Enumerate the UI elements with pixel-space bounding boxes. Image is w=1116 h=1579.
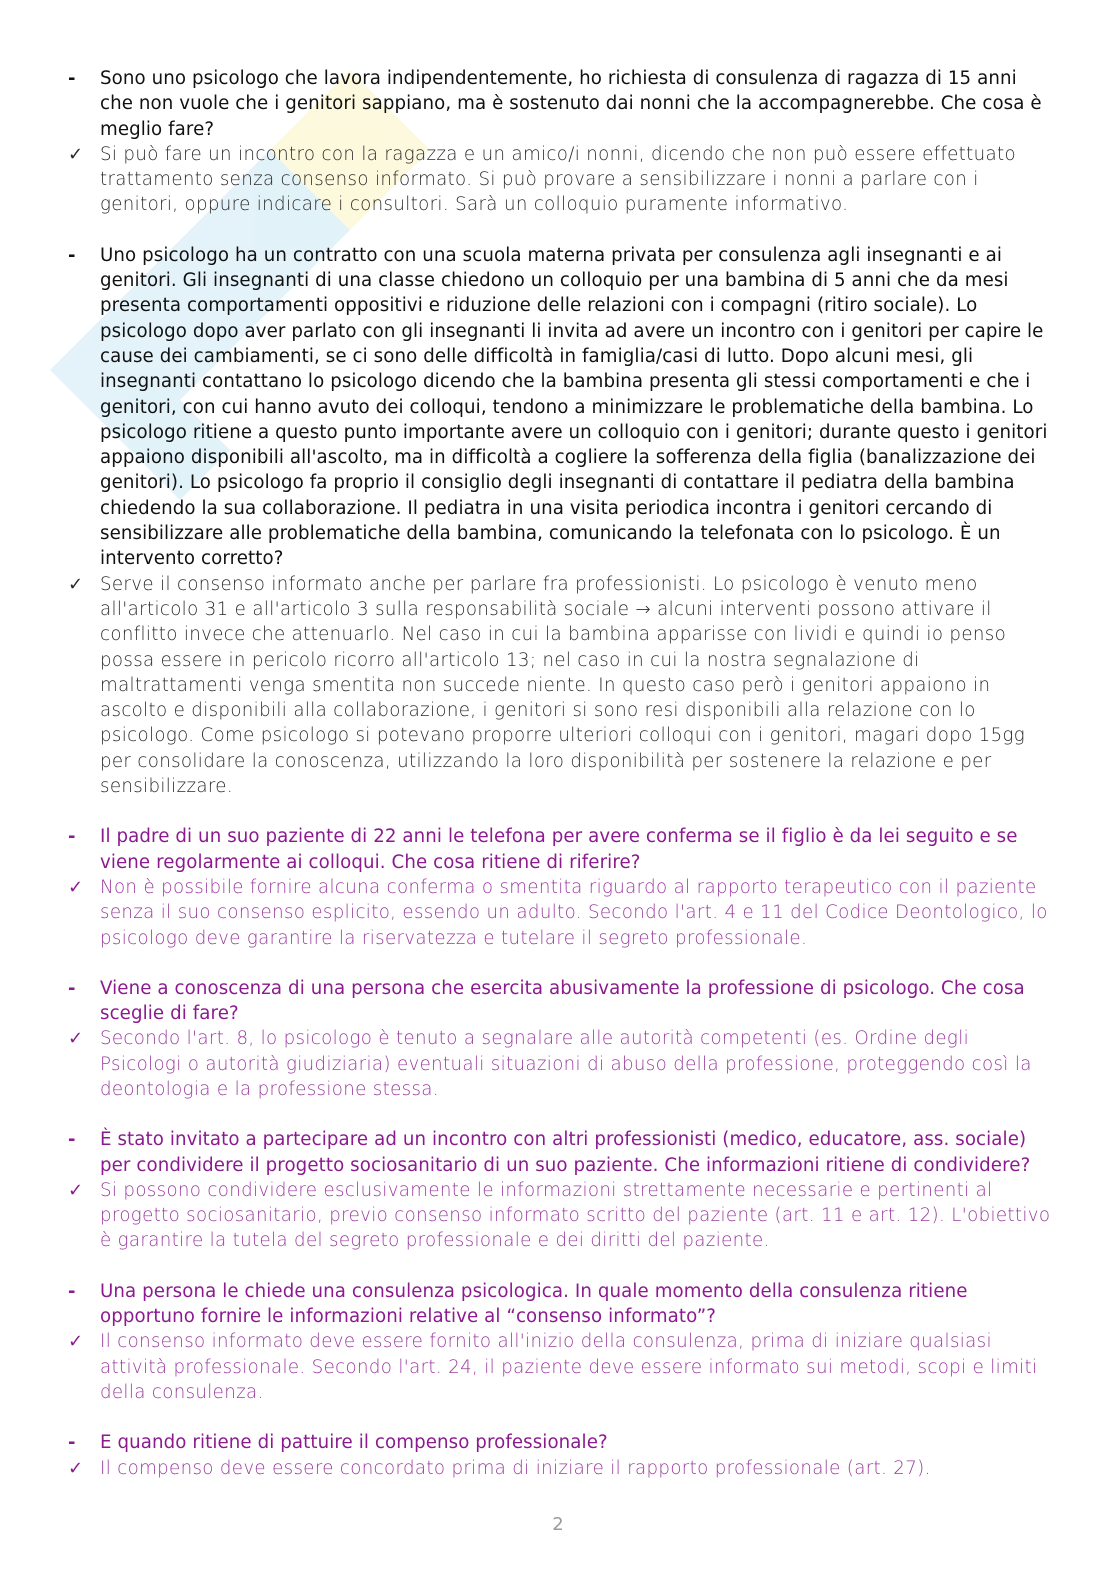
checkmark-icon: ✓: [68, 143, 84, 165]
page-number: 2: [552, 1514, 564, 1535]
checkmark-icon: ✓: [68, 1457, 84, 1479]
answer-row: [68, 875, 1053, 951]
document-body: [68, 66, 1053, 1481]
answer-text: Serve il consenso informato anche per parlare fra professionisti. Lo psicologo è venuto meno all'articolo 31 e all'articolo 3 sulla responsabilità sociale → alcuni interventi possono attivare il conflitto invece che attenuarlo. Nel caso in cui la bambina apparisse con lividi e quindi io penso possa essere in pericolo ricorro all'articolo 13; nel caso in cui la nostra segnalazione di maltrattamenti venga smentita non succede niente. In questo caso però i genitori appaiono in ascolto e disponibili alla collaborazione, i genitori si sono resi disponibili alla relazione con lo psicologo. Come psicologo si potevano proporre ulteriori colloqui con i genitori, magari dopo 15gg per consolidare la conoscenza, utilizzando la loro disponibilità per sostenere la relazione e per sensibilizzare.: [100, 573, 1026, 798]
question-text: Il padre di un suo paziente di 22 anni le telefona per avere conferma se il figlio è da lei seguito e se viene regolarmente ai colloqui. Che cosa ritiene di riferire?: [100, 826, 1018, 873]
dash-marker: -: [68, 977, 76, 999]
spacer: [68, 218, 1053, 243]
checkmark-icon: ✓: [68, 573, 84, 595]
question-text: Uno psicologo ha un contratto con una scuola materna privata per consulenza agli insegnanti e ai genitori. Gli insegnanti di una classe chiedono un colloquio per una bambina di 5 anni che da mesi presenta comportamenti oppositivi e riduzione delle relazioni con i compagni (ritiro sociale). Lo psicologo dopo aver parlato con gli insegnanti li invita ad avere un incontro con i genitori per capire le cause dei cambiamenti, se ci sono delle difficoltà in famiglia/casi di lutto. Dopo alcuni mesi, gli insegnanti contattano lo psicologo dicendo che la bambina presenta gli stessi comportamenti e che i genitori, con cui hanno avuto dei colloqui, tendono a minimizzare le problematiche della bambina. Lo psicologo ritiene a questo punto importante avere un colloquio con i genitori; durante questo i genitori appaiono disponibili all'ascolto, ma in difficoltà a cogliere la sofferenza della figlia (banalizzazione dei genitori). Lo psicologo fa proprio il consiglio degli insegnanti di contattare il pediatra della bambina chiedendo la sua collaborazione. Il pediatra in una visita periodica incontra i genitori cercando di sensibilizzare alle problematiche della bambina, comunicando la telefonata con lo psicologo. È un intervento corretto?: [100, 244, 1048, 570]
answer-row: [68, 1178, 1053, 1254]
spacer: [68, 799, 1053, 824]
spacer: [68, 1254, 1053, 1279]
answer-text: Il consenso informato deve essere fornito all'inizio della consulenza, prima di iniziare qualsiasi attività professionale. Secondo l'art. 24, il paziente deve essere informato sui metodi, scopi e limiti della consulenza.: [100, 1331, 1038, 1403]
answer-row: [68, 572, 1053, 800]
answer-row: [68, 1329, 1053, 1405]
qa-block-5: [68, 1127, 1053, 1253]
checkmark-icon: ✓: [68, 876, 84, 898]
question-text: E quando ritiene di pattuire il compenso professionale?: [100, 1432, 608, 1454]
question-text: Una persona le chiede una consulenza psicologica. In quale momento della consulenza ritiene opportuno fornire le informazioni relative al “consenso informato”?: [100, 1280, 968, 1328]
qa-block-7: [68, 1430, 1053, 1481]
qa-block-6: [68, 1279, 1053, 1405]
question-text: Sono uno psicologo che lavora indipendentemente, ho richiesta di consulenza di ragazza di 15 anni che non vuole che i genitori sappiano, ma è sostenuto dai nonni che la accompagnerebbe. Che cosa è meglio fare?: [100, 68, 1042, 140]
answer-text: Non è possibile fornire alcuna conferma o smentita riguardo al rapporto terapeutico con il paziente senza il suo consenso esplicito, essendo un adulto. Secondo l'art. 4 e 11 del Codice Deontologico, lo psicologo deve garantire la riservatezza e tutelare il segreto professionale.: [100, 876, 1048, 949]
question-text: È stato invitato a partecipare ad un incontro con altri professionisti (medico, educatore, ass. sociale) per condividere il progetto sociosanitario di un suo paziente. Che informazioni ritiene di condividere?: [100, 1129, 1031, 1176]
answer-text: Si possono condividere esclusivamente le informazioni strettamente necessarie e pertinenti al progetto sociosanitario, previo consenso informato scritto del paziente (art. 11 e art. 12). L'obiettivo è garantire la tutela del segreto professionale e dei diritti del paziente.: [100, 1179, 1051, 1252]
spacer: [68, 951, 1053, 976]
dash-marker: -: [68, 1432, 76, 1454]
question-text: Viene a conoscenza di una persona che esercita abusivamente la professione di psicologo. Che cosa sceglie di fare?: [100, 977, 1025, 1025]
answer-row: [68, 1456, 1053, 1481]
qa-block-2: [68, 243, 1053, 800]
checkmark-icon: ✓: [68, 1179, 84, 1201]
spacer: [68, 1405, 1053, 1430]
answer-row: [68, 142, 1053, 218]
checkmark-icon: ✓: [68, 1028, 84, 1050]
question-row: [68, 976, 1053, 1027]
dash-marker: -: [68, 1280, 76, 1302]
dash-marker: -: [68, 68, 76, 89]
question-row: [68, 1430, 1053, 1455]
qa-block-1: [68, 66, 1053, 218]
answer-row: [68, 1026, 1053, 1102]
checkmark-icon: ✓: [68, 1331, 84, 1353]
spacer: [68, 1102, 1053, 1127]
answer-text: Si può fare un incontro con la ragazza e un amico/i nonni, dicendo che non può essere effettuato trattamento senza consenso informato. Si può provare a sensibilizzare i nonni a parlare con i genitori, oppure indicare i consultori. Sarà un colloquio puramente informativo.: [100, 143, 1016, 216]
question-row: [68, 66, 1053, 142]
answer-text: Il compenso deve essere concordato prima di iniziare il rapporto professionale (art. 27).: [100, 1457, 931, 1479]
question-row: [68, 1279, 1053, 1330]
dash-marker: -: [68, 1129, 76, 1151]
answer-text: Secondo l'art. 8, lo psicologo è tenuto a segnalare alle autorità competenti (es. Ordine degli Psicologi o autorità giudiziaria) eventuali situazioni di abuso della professione, proteggendo così la deontologia e la professione stessa.: [100, 1028, 1032, 1100]
dash-marker: -: [68, 826, 76, 848]
question-row: [68, 1127, 1053, 1178]
qa-block-3: [68, 824, 1053, 950]
question-row: [68, 824, 1053, 875]
dash-marker: -: [68, 244, 76, 266]
qa-block-4: [68, 976, 1053, 1102]
question-row: [68, 243, 1053, 572]
